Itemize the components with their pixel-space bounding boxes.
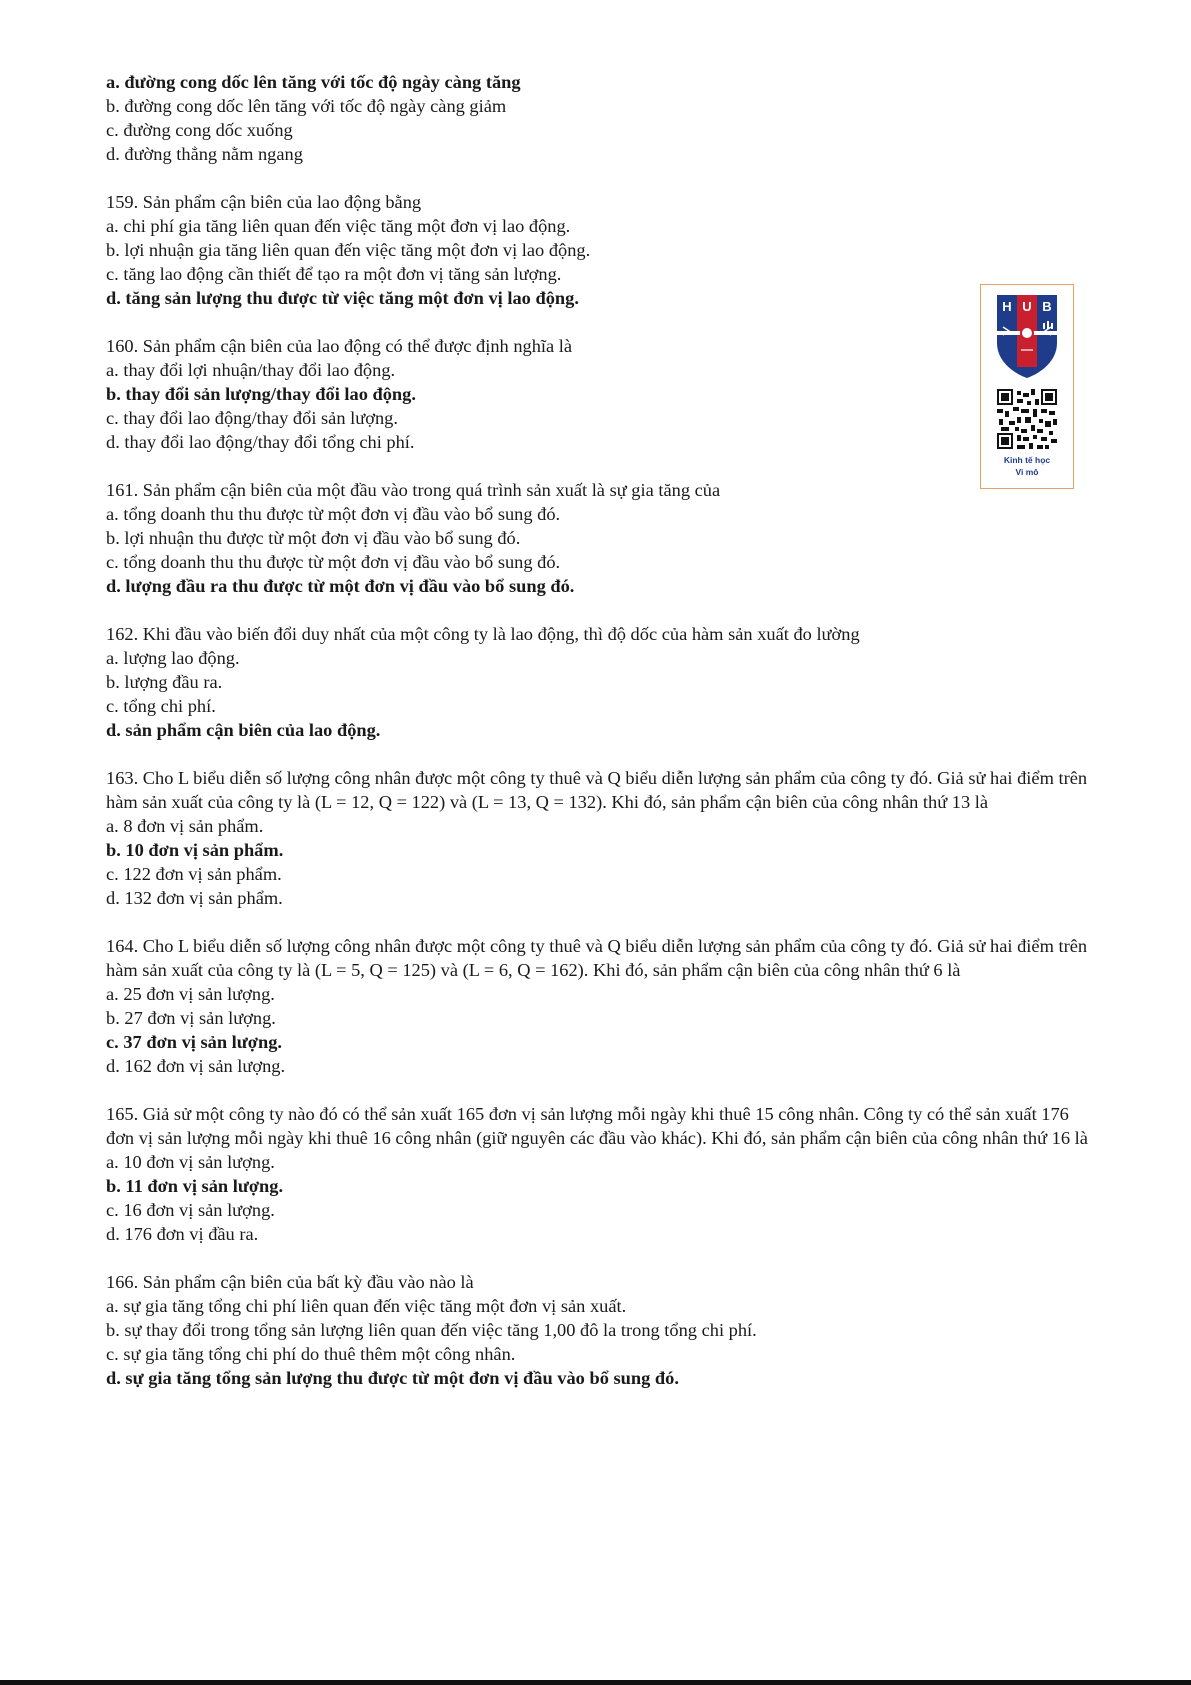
answer-option-correct: b. thay đổi sản lượng/thay đổi lao động. [106,384,416,404]
answer-option-correct: a. đường cong dốc lên tăng với tốc độ ngày càng tăng [106,72,521,92]
answer-option: d. 132 đơn vị sản phẩm. [106,888,283,908]
answer-option: c. đường cong dốc xuống [106,120,293,140]
question-block [106,70,1096,166]
question-stem: 160. Sản phẩm cận biên của lao động có thể được định nghĩa là [106,336,573,356]
answer-option: c. 16 đơn vị sản lượng. [106,1200,275,1220]
answer-option: b. sự thay đổi trong tổng sản lượng liên quan đến việc tăng 1,00 đô la trong tổng chi phí. [106,1320,757,1340]
question-stem: 163. Cho L biểu diễn số lượng công nhân được một công ty thuê và Q biểu diễn lượng sản phẩm của công ty đó. Giả sử hai điểm trên hàm sản xuất của công ty là (L = 12, Q = 122) và (L = 13, Q = 132). Khi đó, sản phẩm cận biên của công nhân thứ 13 là [106,768,1088,812]
answer-option: c. tổng doanh thu thu được từ một đơn vị đầu vào bổ sung đó. [106,552,561,572]
logo-letter-b: B [1042,299,1052,314]
answer-option: c. tổng chi phí. [106,696,216,716]
question-block [106,190,1096,310]
answer-option: d. thay đổi lao động/thay đổi tổng chi phí. [106,432,415,452]
qr-code-icon [997,389,1057,449]
answer-option: c. 122 đơn vị sản phẩm. [106,864,282,884]
answer-option: a. 8 đơn vị sản phẩm. [106,816,264,836]
answer-option: b. lượng đầu ra. [106,672,223,692]
hub-shield-logo [995,293,1059,379]
answer-option: b. đường cong dốc lên tăng với tốc độ ngày càng giảm [106,96,507,116]
answer-option: d. đường thẳng nằm ngang [106,144,303,164]
answer-option: c. tăng lao động cần thiết để tạo ra một đơn vị tăng sản lượng. [106,264,562,284]
question-stem: 159. Sản phẩm cận biên của lao động bằng [106,192,422,212]
answer-option-correct: d. sản phẩm cận biên của lao động. [106,720,381,740]
answer-option-correct: b. 11 đơn vị sản lượng. [106,1176,284,1196]
question-list [106,70,1096,1414]
logo-letter-h: H [1002,299,1012,314]
answer-option: b. lợi nhuận gia tăng liên quan đến việc tăng một đơn vị lao động. [106,240,591,260]
question-block [106,334,1096,454]
answer-option: a. 25 đơn vị sản lượng. [106,984,275,1004]
question-stem: 161. Sản phẩm cận biên của một đầu vào trong quá trình sản xuất là sự gia tăng của [106,480,721,500]
answer-option: b. lợi nhuận thu được từ một đơn vị đầu vào bổ sung đó. [106,528,521,548]
answer-option: a. sự gia tăng tổng chi phí liên quan đến việc tăng một đơn vị sản xuất. [106,1296,627,1316]
answer-option-correct: d. tăng sản lượng thu được từ việc tăng một đơn vị lao động. [106,288,579,308]
answer-option: c. sự gia tăng tổng chi phí do thuê thêm một công nhân. [106,1344,516,1364]
page-bottom-border [0,1680,1191,1685]
question-stem: 166. Sản phẩm cận biên của bất kỳ đầu vào nào là [106,1272,474,1292]
answer-option: d. 162 đơn vị sản lượng. [106,1056,286,1076]
question-block [106,766,1096,910]
answer-option: a. 10 đơn vị sản lượng. [106,1152,275,1172]
answer-option: a. chi phí gia tăng liên quan đến việc tăng một đơn vị lao động. [106,216,571,236]
logo-letter-u: U [1022,299,1032,314]
answer-option: a. tổng doanh thu thu được từ một đơn vị đầu vào bổ sung đó. [106,504,561,524]
logo-caption-course: Kinh tế học [1003,455,1051,465]
logo-caption-subject: Vi mô [1015,467,1039,477]
question-block [106,934,1096,1078]
answer-option-correct: d. lượng đầu ra thu được từ một đơn vị đầu vào bổ sung đó. [106,576,575,596]
question-stem: 165. Giả sử một công ty nào đó có thể sản xuất 165 đơn vị sản lượng mỗi ngày khi thuê 15 công nhân. Công ty có thể sản xuất 176 đơn vị sản lượng mỗi ngày khi thuê 16 công nhân (giữ nguyên các đầu vào khác). Khi đó, sản phẩm cận biên của công nhân thứ 16 là [106,1104,1088,1148]
answer-option: c. thay đổi lao động/thay đổi sản lượng. [106,408,398,428]
question-block [106,1270,1096,1390]
question-block [106,478,1096,598]
answer-option-correct: d. sự gia tăng tổng sản lượng thu được từ một đơn vị đầu vào bổ sung đó. [106,1368,679,1388]
answer-option-correct: b. 10 đơn vị sản phẩm. [106,840,284,860]
answer-option: b. 27 đơn vị sản lượng. [106,1008,276,1028]
course-logo-card [980,284,1074,489]
answer-option-correct: c. 37 đơn vị sản lượng. [106,1032,283,1052]
question-block [106,622,1096,742]
answer-option: a. lượng lao động. [106,648,240,668]
question-block [106,1102,1096,1246]
answer-option: d. 176 đơn vị đầu ra. [106,1224,259,1244]
question-stem: 162. Khi đầu vào biến đổi duy nhất của một công ty là lao động, thì độ dốc của hàm sản xuất đo lường [106,624,860,644]
question-stem: 164. Cho L biểu diễn số lượng công nhân được một công ty thuê và Q biểu diễn lượng sản phẩm của công ty đó. Giả sử hai điểm trên hàm sản xuất của công ty là (L = 5, Q = 125) và (L = 6, Q = 162). Khi đó, sản phẩm cận biên của công nhân thứ 6 là [106,936,1088,980]
answer-option: a. thay đổi lợi nhuận/thay đổi lao động. [106,360,396,380]
